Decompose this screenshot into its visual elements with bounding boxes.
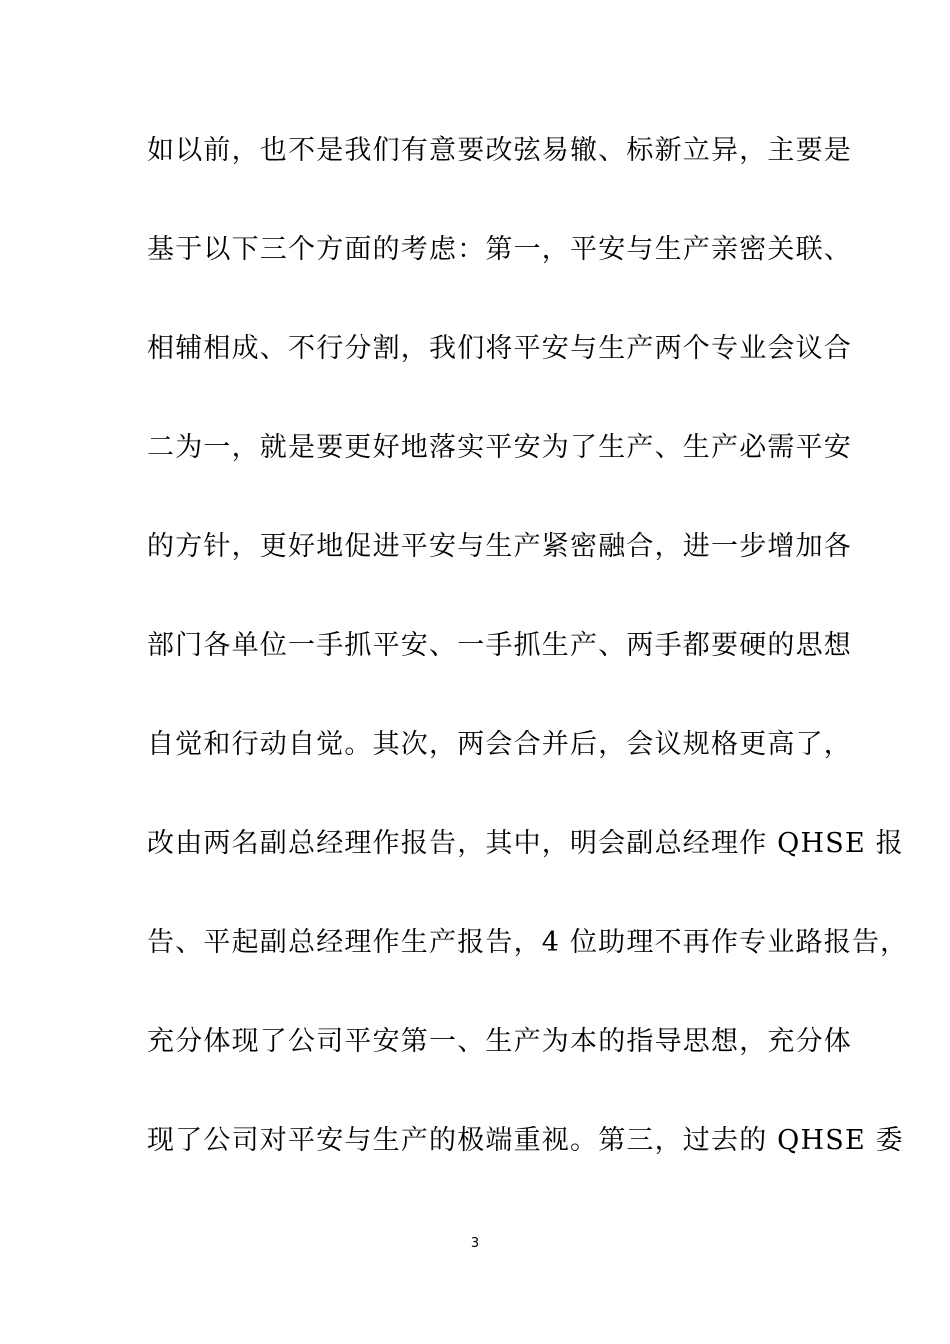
text-line: 二为一，就是要更好地落实平安为了生产、生产必需平安 xyxy=(147,432,852,463)
page-number: 3 xyxy=(470,1236,480,1251)
text-line: 如以前，也不是我们有意要改弦易辙、标新立异，主要是 xyxy=(147,135,852,166)
text-line: 部门各单位一手抓平安、一手抓生产、两手都要硬的思想 xyxy=(147,630,852,661)
text-line: 相辅相成、不行分割，我们将平安与生产两个专业会议合 xyxy=(147,333,852,364)
body-text xyxy=(147,128,909,1217)
text-line: 告、平起副总经理作生产报告，4 位助理不再作专业路报告， xyxy=(147,927,909,958)
text-line: 基于以下三个方面的考虑：第一，平安与生产亲密关联、 xyxy=(147,234,852,265)
text-line: 改由两名副总经理作报告，其中，明会副总经理作 QHSE 报 xyxy=(147,828,904,859)
text-line: 的方针，更好地促进平安与生产紧密融合，进一步增加各 xyxy=(147,531,852,562)
text-line: 自觉和行动自觉。其次，两会合并后，会议规格更高了， xyxy=(147,729,852,760)
text-line: 充分体现了公司平安第一、生产为本的指导思想，充分体 xyxy=(147,1026,852,1057)
text-line: 现了公司对平安与生产的极端重视。第三，过去的 QHSE 委 xyxy=(147,1125,904,1156)
